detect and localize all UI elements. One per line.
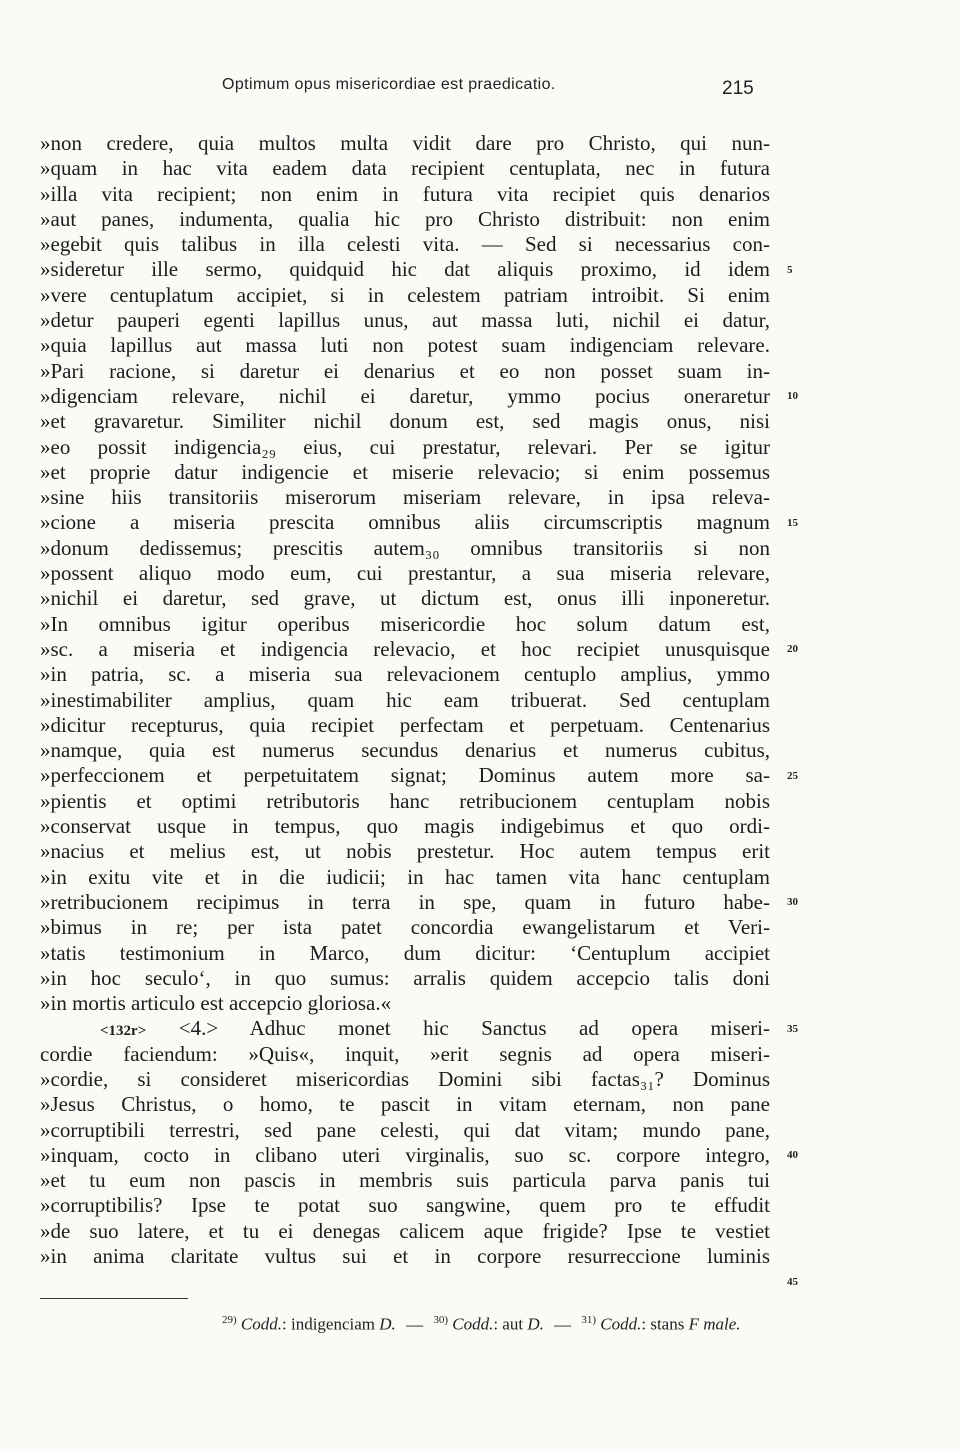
text-line: »in exitu vite et in die iudicii; in hac tamen vita hanc centuplam: [40, 864, 770, 889]
footnotes: [222, 1314, 741, 1335]
line-number: 35: [787, 1022, 798, 1035]
footnote-manuscript: D.: [379, 1314, 396, 1334]
line-number: 10: [787, 390, 798, 402]
text-line: »dicitur recepturus, quia recipiet perfectam et perpetuam. Centenarius: [40, 712, 770, 737]
text-line: »cordie, si consideret misericordias Domini sibi factas₃₁? Dominus: [40, 1066, 770, 1091]
text-line: »sine hiis transitoriis miserorum miseriam relevare, in ipsa releva-: [40, 485, 770, 510]
text-line: »digenciam relevare, nichil ei daretur, ymmo pocius oneraretur: [40, 383, 770, 408]
text-line: »egebit quis talibus in illa celesti vita. — Sed si necessarius con-: [40, 232, 770, 257]
section-start-line: [40, 1016, 770, 1041]
footnote-siglum: Codd.: [452, 1314, 494, 1334]
line-number: 25: [787, 769, 798, 782]
text-line: »de suo latere, et tu ei denegas calicem aque frigide? Ipse te vestiet: [40, 1218, 770, 1243]
text-line: »eo possit indigencia₂₉ eius, cui prestatur, relevari. Per se igitur: [40, 434, 770, 459]
text-line: »bimus in re; per ista patet concordia ewangelistarum et Veri-: [40, 915, 770, 940]
line-number: 45: [787, 1275, 798, 1288]
text-line: »et gravaretur. Similiter nichil donum est, sed magis onus, nisi: [40, 409, 770, 434]
text-line: »inquam, cocto in clibano uteri virginalis, suo sc. corpore integro,: [40, 1142, 770, 1167]
text-line: »in hoc seculo‘, in quo sumus: arralis quidem accepcio talis doni: [40, 965, 770, 990]
line-number: 40: [787, 1149, 798, 1161]
text-line-content: Adhuc monet hic Sanctus ad opera miseri-: [249, 1016, 771, 1041]
text-line: »et tu eum non pascis in membris suis particula parva panis tui: [40, 1168, 770, 1193]
text-line: »detur pauperi egenti lapillus unus, aut massa luti, nichil ei datur,: [40, 308, 770, 333]
text-line: »non credere, quia multos multa vidit dare pro Christo, qui nun-: [40, 131, 770, 155]
text-line: »perfeccionem et perpetuitatem signat; Dominus autem more sa-: [40, 763, 770, 788]
line-number: 30: [787, 896, 798, 908]
footnote-text: : indigenciam: [282, 1314, 376, 1334]
section-marker: <4.>: [178, 1016, 219, 1041]
text-line: »vere centuplatum accipiet, si in celestem patriam introibit. Si enim: [40, 282, 770, 307]
text-line: »in mortis articulo est accepcio gloriosa.«: [40, 991, 392, 1016]
line-number: 5: [787, 263, 793, 276]
text-line: »quia lapillus aut massa luti non potest suam indigenciam relevare.: [40, 333, 770, 358]
text-line: »namque, quia est numerus secundus denarius et numerus cubitus,: [40, 738, 770, 763]
text-line: »In omnibus igitur operibus misericordie hoc solum datum est,: [40, 611, 770, 636]
text-line: »quam in hac vita eadem data recipient centuplata, nec in futura: [40, 156, 770, 181]
line-number: 20: [787, 643, 798, 655]
text-line: »nichil ei daretur, sed grave, ut dictum est, onus illi inponeretur.: [40, 586, 770, 611]
footnote-manuscript: F male.: [688, 1314, 741, 1334]
text-line: »donum dedissemus; prescitis autem₃₀ omnibus transitoriis si non: [40, 535, 770, 560]
text-line: »conservat usque in tempus, quo magis indigebimus et quo ordi-: [40, 814, 770, 839]
text-line: »et proprie datur indigencie et miserie relevacio; si enim possemus: [40, 459, 770, 484]
footnote-siglum: Codd.: [240, 1314, 283, 1334]
text-line: »inestimabiliter amplius, quam hic eam tribuerat. Sed centuplam: [40, 687, 770, 712]
text-line: »cione a miseria prescita omnibus aliis circumscriptis magnum: [40, 510, 770, 535]
footnote-rule: [40, 1298, 188, 1299]
footnote-separator: —: [406, 1314, 424, 1334]
footnote-number: 30): [433, 1314, 448, 1326]
text-line: »possent aliquo modo eum, cui prestantur, a sua miseria relevare,: [40, 561, 770, 586]
text-line: »corruptibilis? Ipse te potat suo sangwine, quem pro te effudit: [40, 1193, 770, 1218]
text-line: »sideretur ille sermo, quidquid hic dat aliquis proximo, id idem: [40, 257, 770, 282]
text-line: »retribucionem recipimus in terra in spe, quam in futuro habe-: [40, 889, 770, 914]
text-line: »sc. a miseria et indigencia relevacio, et hoc recipiet unusquisque: [40, 636, 770, 661]
text-line: »corruptibili terrestri, sed pane celesti, qui dat vitam; mundo pane,: [40, 1117, 770, 1142]
footnote-number: 31): [581, 1314, 597, 1326]
text-line: »tatis testimonium in Marco, dum dicitur: ‘Centuplum accipiet: [40, 940, 770, 965]
footnote-number: 29): [222, 1314, 237, 1326]
folio-marker: <132r>: [100, 1023, 147, 1040]
line-number: 15: [787, 516, 798, 529]
text-line: »nacius et melius est, ut nobis prestetur. Hoc autem tempus erit: [40, 839, 770, 864]
footnote-manuscript: D.: [527, 1314, 544, 1334]
text-line: »Jesus Christus, o homo, te pascit in vitam eternam, non pane: [40, 1092, 770, 1117]
text-line: »illa vita recipient; non enim in futura vita recipiet quis denarios: [40, 181, 770, 206]
text-line: »pientis et optimi retributoris hanc retribucionem centuplam nobis: [40, 788, 770, 813]
text-line: »aut panes, indumenta, qualia hic pro Christo distribuit: non enim: [40, 206, 770, 231]
footnote-text: : aut: [493, 1314, 524, 1334]
body-text: [40, 131, 770, 1269]
footnote-siglum: Codd.: [600, 1314, 642, 1334]
footnote-separator: —: [554, 1314, 572, 1334]
text-line: »in patria, sc. a miseria sua relevacionem centuplo amplius, ymmo: [40, 662, 770, 687]
page-number: 215: [722, 78, 754, 99]
text-line: cordie faciendum: »Quis«, inquit, »erit segnis ad opera miseri-: [40, 1041, 770, 1066]
text-line: »in anima claritate vultus sui et in corpore resurreccione luminis: [40, 1244, 770, 1269]
text-line: »Pari racione, si daretur ei denarius et eo non posset suam in-: [40, 358, 770, 383]
footnote-text: : stans: [641, 1314, 685, 1334]
running-title: Optimum opus misericordiae est praedicatio.: [222, 76, 556, 93]
page-header: [0, 76, 960, 106]
